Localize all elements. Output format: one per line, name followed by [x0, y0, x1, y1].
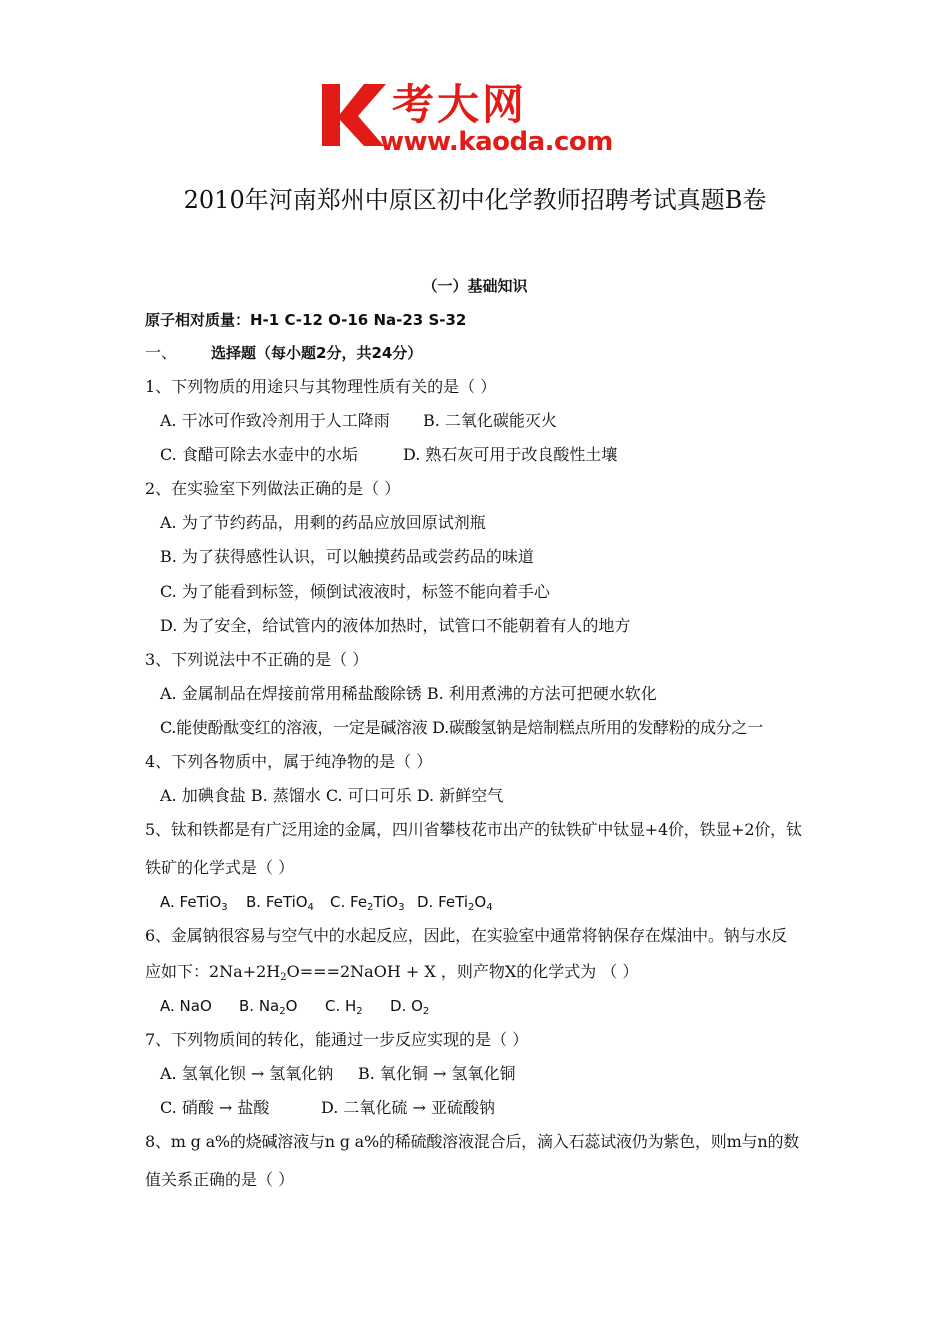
- question-7-option-b: B. 氧化铜 → 氢氧化铜: [358, 1064, 516, 1083]
- question-5-option-b: B. FeTiO$_4$: [246, 893, 314, 913]
- question-6-option-a: A. NaO: [160, 997, 212, 1015]
- question-1-stem: 1、下列物质的用途只与其物理性质有关的是（ ）: [145, 377, 497, 396]
- question-4-stem: 4、下列各物质中，属于纯净物的是（ ）: [145, 752, 433, 771]
- question-8-stem-line1: 8、m g a%的烧碱溶液与n g a%的稀硫酸溶液混合后，滴入石蕊试液仍为紫色，则m与n的数: [145, 1132, 800, 1151]
- question-7-option-a: A. 氢氧化钡 → 氢氧化钠: [160, 1064, 334, 1083]
- question-6-option-d: D. $O_2$: [390, 997, 430, 1017]
- question-8-stem-line2: 值关系正确的是（ ）: [145, 1170, 295, 1189]
- part1-number: 一、: [145, 343, 178, 362]
- question-2-option-b: B. 为了获得感性认识，可以触摸药品或尝药品的味道: [160, 547, 534, 566]
- question-4-options: A. 加碘食盐 B. 蒸馏水 C. 可口可乐 D. 新鲜空气: [160, 786, 504, 805]
- question-7-option-c: C. 硝酸 → 盐酸: [160, 1098, 270, 1117]
- question-2-stem: 2、在实验室下列做法正确的是（ ）: [145, 479, 401, 498]
- question-3-options-ab: A. 金属制品在焊接前常用稀盐酸除锈 B. 利用煮沸的方法可把硬水软化: [160, 684, 657, 703]
- question-3-stem: 3、下列说法中不正确的是（ ）: [145, 650, 369, 669]
- atomic-masses: 原子相对质量：H-1 C-12 O-16 Na-23 S-32: [145, 311, 467, 329]
- question-2-option-d: D. 为了安全，给试管内的液体加热时，试管口不能朝着有人的地方: [160, 616, 631, 635]
- question-1-option-a: A. 干冰可作致冷剂用于人工降雨: [160, 411, 390, 430]
- question-5-option-a: A. FeTiO$_3$: [160, 893, 228, 913]
- question-1-option-b: B. 二氧化碳能灭火: [423, 411, 557, 430]
- question-6-stem-line1: 6、金属钠很容易与空气中的水起反应，因此，在实验室中通常将钠保存在煤油中。钠与水反: [145, 926, 787, 945]
- question-1-option-d: D. 熟石灰可用于改良酸性土壤: [403, 445, 618, 464]
- part1-heading: [145, 341, 423, 365]
- question-5-stem-line1: 5、钛和铁都是有广泛用途的金属，四川省攀枝花市出产的钛铁矿中钛显+4价，铁显+2价，钛: [145, 820, 802, 839]
- kaoda-logo: [318, 80, 638, 160]
- page-title: 2010年河南郑州中原区初中化学教师招聘考试真题B卷: [183, 186, 767, 214]
- question-1-option-c: C. 食醋可除去水壶中的水垢: [160, 445, 358, 464]
- part1-label: 选择题（每小题2分，共24分）: [211, 344, 423, 362]
- logo-brand-text: 考大网: [392, 80, 528, 129]
- question-7-stem: 7、下列物质间的转化，能通过一步反应实现的是（ ）: [145, 1030, 529, 1049]
- question-5-stem-line2: 铁矿的化学式是（ ）: [145, 858, 295, 877]
- question-5-option-d: D. $FeTi_2O_4$: [417, 893, 493, 913]
- question-7-option-d: D. 二氧化硫 → 亚硫酸钠: [321, 1098, 496, 1117]
- question-6-option-b: B. $Na_2O$: [239, 997, 298, 1017]
- logo-url-text: www.kaoda.com: [380, 127, 613, 157]
- question-6-stem-line2: 应如下：$2Na+2H_2O===2NaOH + X$ ，则产物X的化学式为 （ ）: [145, 962, 639, 983]
- section-heading: （一）基础知识: [422, 277, 528, 295]
- question-6-option-c: C. $H_2$: [325, 997, 363, 1017]
- question-3-options-cd: C.能使酚酞变红的溶液，一定是碱溶液 D.碳酸氢钠是焙制糕点所用的发酵粉的成分之一: [160, 718, 763, 737]
- question-5-option-c: C. $Fe_2TiO_3$: [330, 893, 405, 913]
- question-2-option-c: C. 为了能看到标签，倾倒试液液时，标签不能向着手心: [160, 582, 550, 601]
- question-2-option-a: A. 为了节约药品，用剩的药品应放回原试剂瓶: [160, 513, 486, 532]
